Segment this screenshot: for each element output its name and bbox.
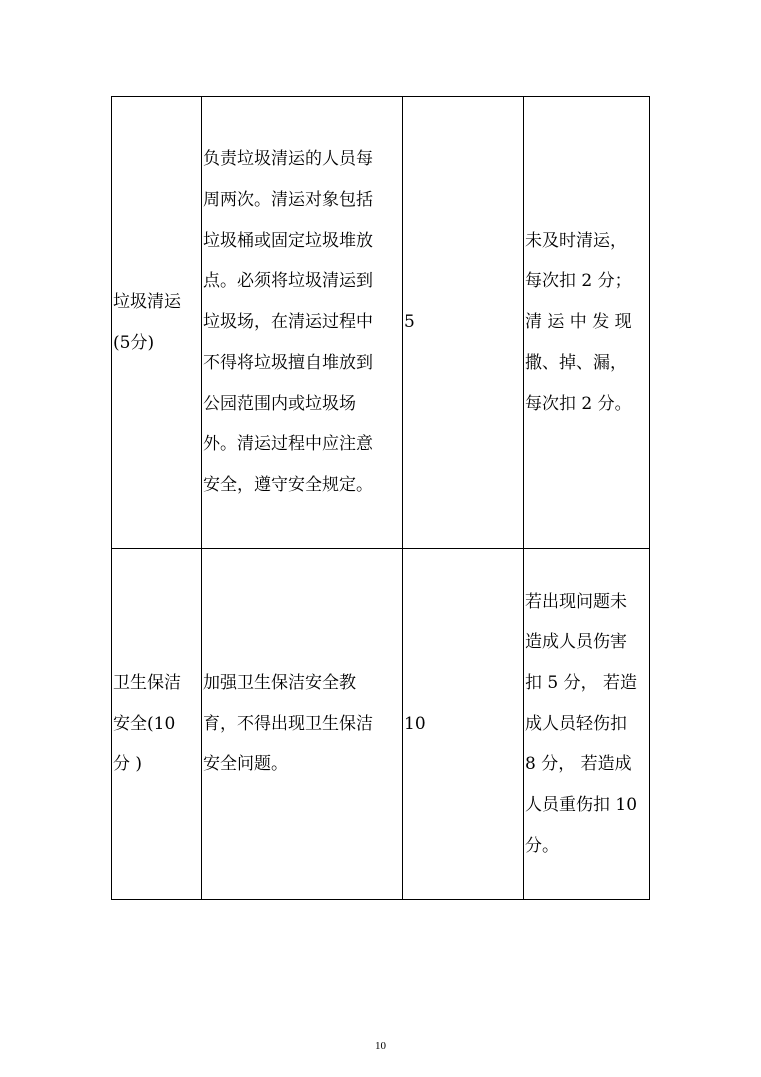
deduction-cell	[524, 97, 650, 549]
deduction-cell	[524, 549, 650, 900]
category-text: 垃圾清运 (5分)	[113, 291, 181, 353]
category-cell	[112, 549, 202, 900]
deduction-text: 未及时清运， 每次扣 2 分； 清 运 中 发 现 撒、掉、漏， 每次扣 2 分。	[525, 230, 632, 414]
category-cell	[112, 97, 202, 549]
table-row	[112, 97, 650, 549]
category-text: 卫生保洁 安全(10 分 )	[113, 672, 181, 775]
requirement-text: 负责垃圾清运的人员每 周两次。清运对象包括 垃圾桶或固定垃圾堆放 点。必须将垃圾清运到 垃圾场，在清运过程中 不得将垃圾擅自堆放到 公园范围内或垃圾场 外。清运过程中应注意 安全，遵守安全规定。	[203, 149, 373, 495]
requirement-cell	[202, 97, 403, 549]
requirement-text: 加强卫生保洁安全教 育，不得出现卫生保洁 安全问题。	[203, 672, 373, 775]
deduction-text: 若出现问题未 造成人员伤害 扣 5 分， 若造 成人员轻伤扣 8 分， 若造成 人员重伤扣 10 分。	[525, 591, 638, 856]
score-cell	[403, 97, 524, 549]
score-text: 10	[404, 713, 426, 734]
table-row	[112, 549, 650, 900]
page-number: 10	[375, 1040, 386, 1052]
scoring-table	[111, 96, 650, 900]
score-text: 5	[404, 312, 415, 333]
requirement-cell	[202, 549, 403, 900]
score-cell	[403, 549, 524, 900]
